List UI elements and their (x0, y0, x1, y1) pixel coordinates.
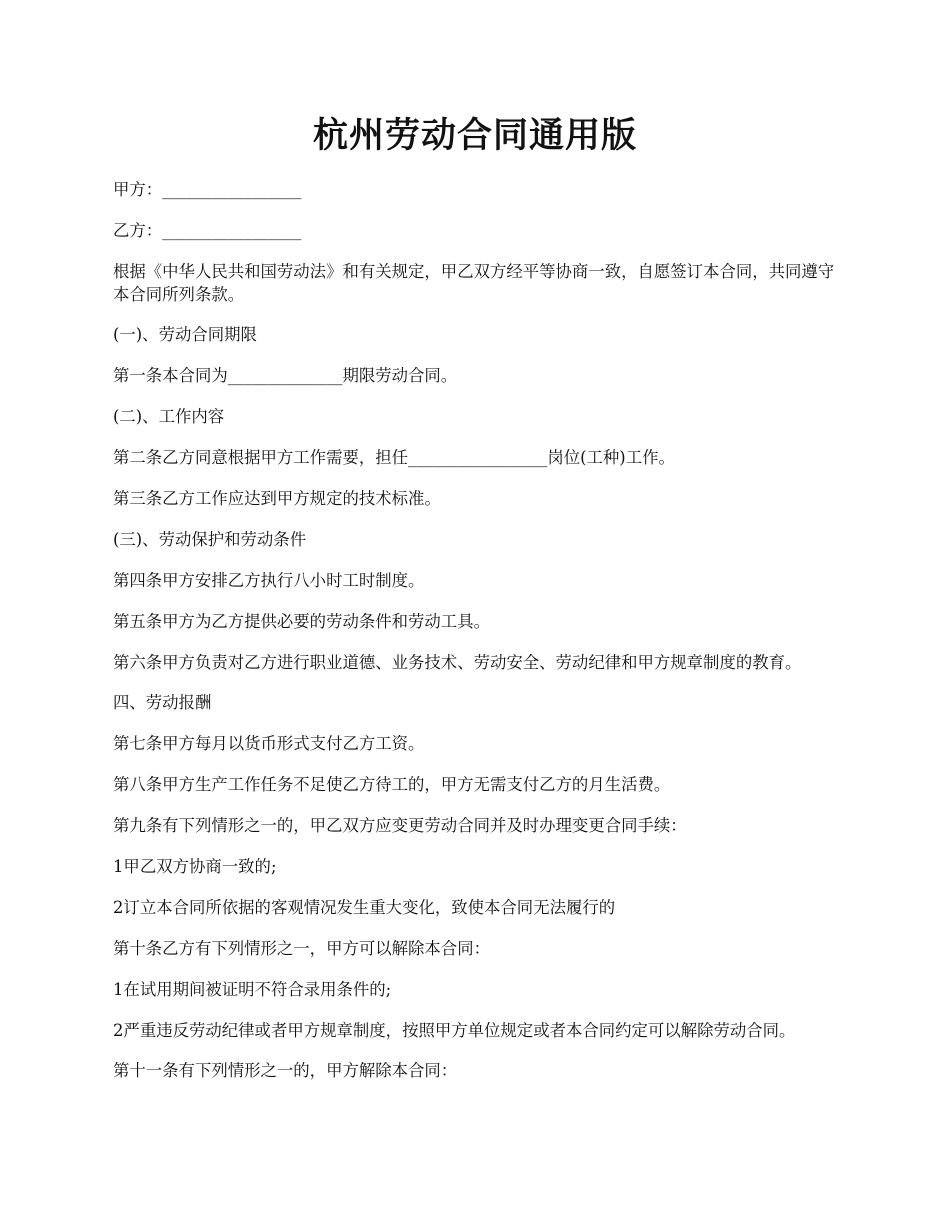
party-b-line: 乙方：_________________ (113, 221, 302, 240)
section-heading-2: (二)、工作内容 (113, 407, 225, 426)
party-a-line: 甲方：_________________ (113, 180, 302, 199)
article-11: 第十一条有下列情形之一的，甲方解除本合同： (113, 1061, 458, 1080)
section-heading-1: (一)、劳动合同期限 (113, 325, 257, 344)
article-2: 第二条乙方同意根据甲方工作需要，担任_________________岗位(工种)工作。 (113, 448, 675, 467)
article-1: 第一条本合同为______________期限劳动合同。 (113, 366, 458, 385)
document-title: 杭州劳动合同通用版 (312, 115, 637, 156)
article-4: 第四条甲方安排乙方执行八小时工时制度。 (113, 571, 425, 590)
article-10: 第十条乙方有下列情形之一，甲方可以解除本合同： (113, 939, 490, 958)
article-9-item-2: 2订立本合同所依据的客观情况发生重大变化，致使本合同无法履行的 (113, 898, 616, 917)
article-5: 第五条甲方为乙方提供必要的劳动条件和劳动工具。 (113, 612, 490, 631)
section-heading-3: (三)、劳动保护和劳动条件 (113, 530, 307, 549)
article-10-item-2: 2严重违反劳动纪律或者甲方规章制度，按照甲方单位规定或者本合同约定可以解除劳动合同。 (113, 1021, 796, 1040)
document-body (113, 178, 843, 1100)
article-9-item-1: 1甲乙双方协商一致的; (113, 857, 277, 876)
article-3: 第三条乙方工作应达到甲方规定的技术标准。 (113, 489, 441, 508)
article-10-item-1: 1在试用期间被证明不符合录用条件的; (113, 980, 392, 999)
article-6: 第六条甲方负责对乙方进行职业道德、业务技术、劳动安全、劳动纪律和甲方规章制度的教育。 (113, 653, 802, 672)
preamble-paragraph: 根据《中华人民共和国劳动法》和有关规定，甲乙双方经平等协商一致，自愿签订本合同，共同遵守本合同所列条款。 (113, 262, 835, 304)
article-7: 第七条甲方每月以货币形式支付乙方工资。 (113, 734, 425, 753)
article-8: 第八条甲方生产工作任务不足使乙方待工的，甲方无需支付乙方的月生活费。 (113, 775, 671, 794)
article-9: 第九条有下列情形之一的，甲乙双方应变更劳动合同并及时办理变更合同手续： (113, 816, 687, 835)
section-heading-4: 四、劳动报酬 (113, 693, 212, 712)
